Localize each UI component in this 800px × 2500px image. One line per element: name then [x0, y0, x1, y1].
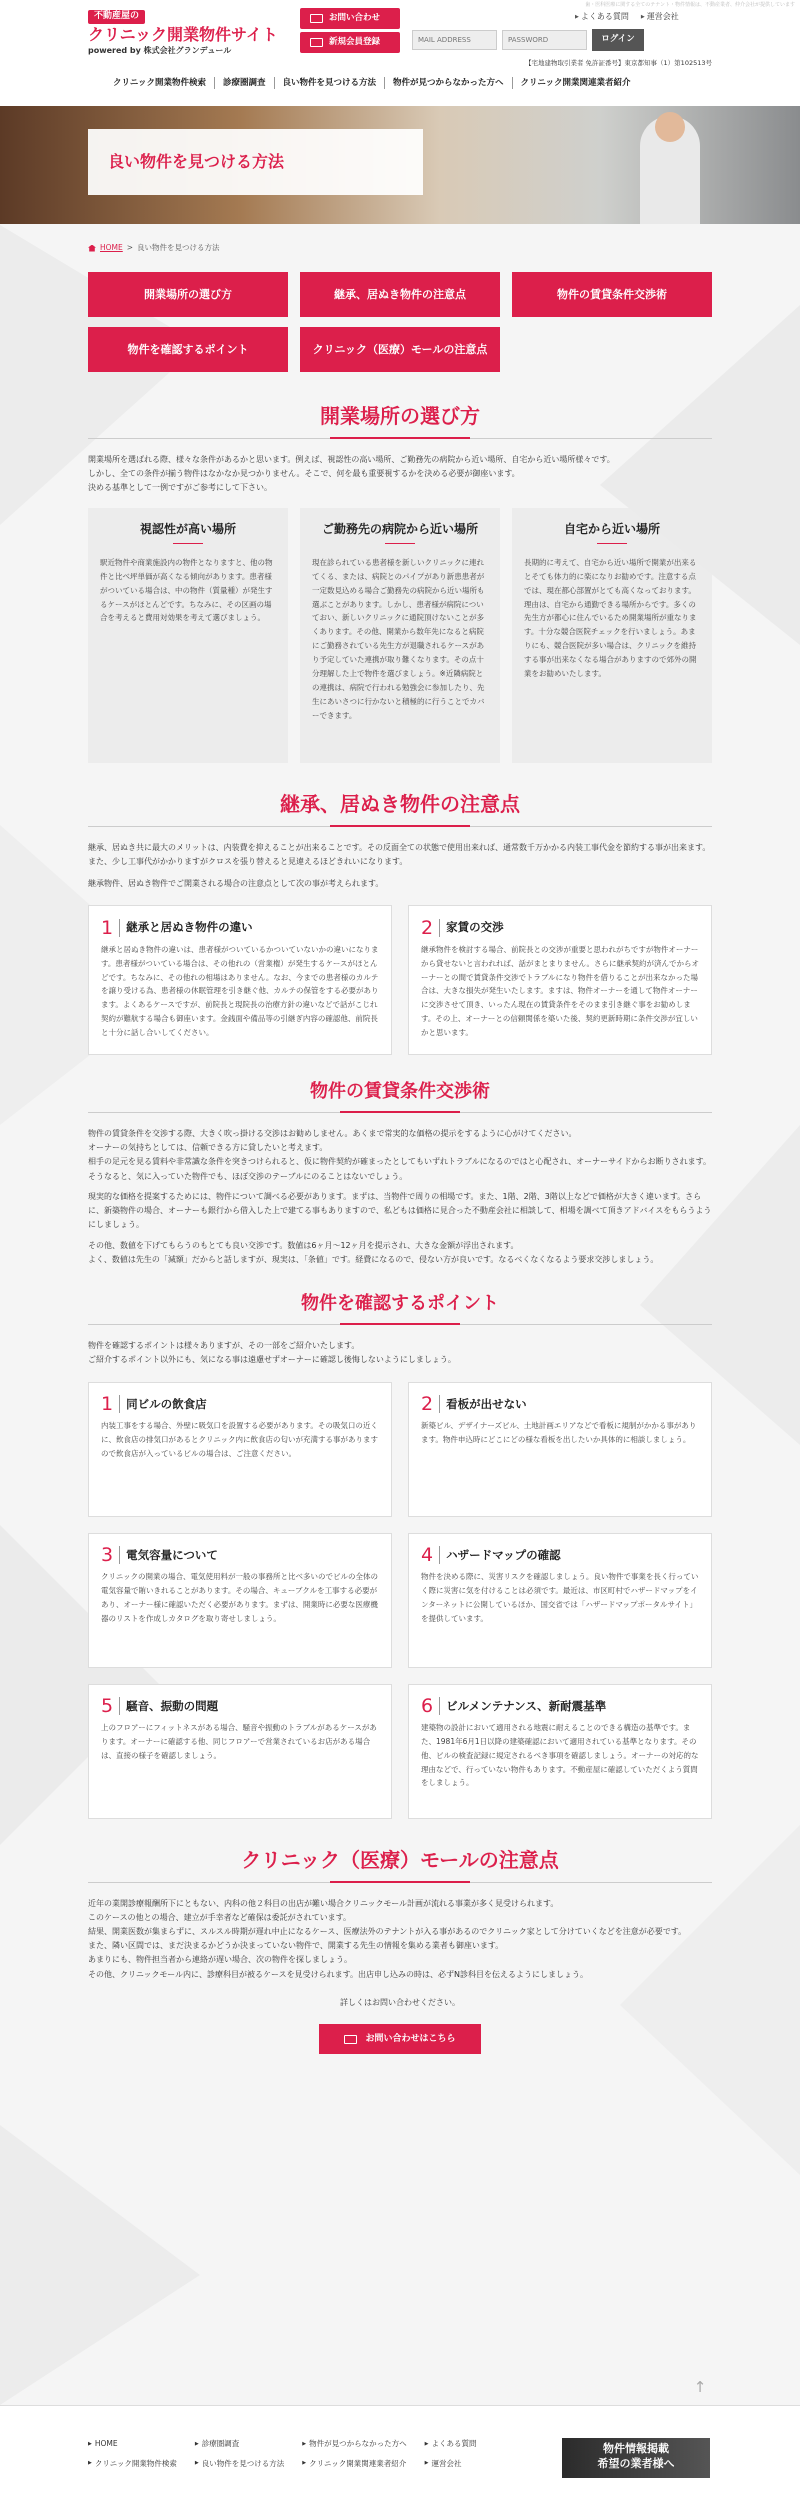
company-link[interactable]: ▶ 運営会社	[641, 11, 679, 24]
section-title-location: 開業場所の選び方	[88, 402, 712, 439]
info-card: 1 継承と居ぬき物件の違い 継承と居ぬき物件の違いは、患者様がついているかついていないかの違いになります。患者様がついている場合は、その他れの（営業権）が発生するケースがほとんどです。ちなみに、その他れの相場はありません。なお、今までの患者様のカルテを譲り受ける為、患者様の休眠管理を引き継ぐ他、カルテの保管をする必要があります。よくあるケースですが、前院長と現院長の治療方針の違いなどで話がこじれ契約が難航する場合も御座います。金銭面や備品等の引継ぎ内容の確認他、前院長と十分に話し合いしてください。	[88, 905, 392, 1055]
info-card: 5 騒音、振動の問題 上のフロアーにフィットネスがある場合、騒音や振動のトラブルがあるケースがあります。オーナーに確認する他、同じフロアーで営業されているお店がある場合は、直接の様子を確認しましょう。	[88, 1684, 392, 1819]
mail-icon	[310, 14, 323, 23]
nav-item-search[interactable]: クリニック開業物件検索	[105, 77, 215, 89]
info-card: 6 ビルメンテナンス、新耐震基準 建築物の設計において適用される地震に耐えることのできる構造の基準です。また、1981年6月1日以降の建築確認において適用されている基準となります。その他、ビルの検査記録に規定されるべき事項を確認しましょう。オーナーの対応的な理由などで、行っていない物件もあります。不動産屋に確認していただくよう質問をしましょう。	[408, 1684, 712, 1819]
section-title-negotiation: 物件の賃貸条件交渉術	[88, 1079, 712, 1113]
mail-icon	[344, 2035, 357, 2044]
breadcrumb-current: 良い物件を見つける方法	[137, 243, 220, 252]
info-card: 2 家賃の交渉 継承物件を検討する場合、前院長との交渉が重要と思われがちですが物件オーナーから貸せないと言われれば、話がまとまりません。さらに継承契約が済んでからオーナーとの間で賃貸条件交渉でトラブルになり物件を借りることが出来なかった場合は、大きな損失が発生いたします。ますは、物件オーナーを通して物件オーナーに交渉させて頂き、いったん現在の賃貸条件をそのまま引き継ぐ事をお勧めします。その上、オーナーとの信頼関係を築いた後、契約更新時期に条件交渉が宜しいかと思います。	[408, 905, 712, 1055]
back-to-top-icon[interactable]: ↑	[693, 2378, 707, 2396]
breadcrumb-home[interactable]: HOME	[100, 243, 123, 252]
hero-banner	[0, 106, 800, 224]
login-form	[412, 29, 644, 51]
cta-label: お問い合わせはこちら	[365, 2033, 456, 2044]
cta-contact-button[interactable]	[319, 2024, 481, 2054]
header-links	[575, 11, 679, 24]
register-label: 新規会員登録	[329, 36, 381, 47]
footer-link[interactable]: ▶ クリニック開業物件検索	[88, 2454, 177, 2474]
info-card: 1 同ビルの飲食店 内装工事をする場合、外壁に吸気口を設置する必要があります。その吸気口の近くに、飲食店の排気口があるとクリニック内に飲食店の匂いが充満する事がありますので飲食店が入っているビルの場合は、ご注意ください。	[88, 1382, 392, 1517]
footer-link[interactable]: ▶ よくある質問	[425, 2434, 477, 2454]
info-card: 4 ハザードマップの確認 物件を決める際に、災害リスクを確認しましょう。良い物件で事業を長く行っていく際に災害に気を付けることは必須です。最近は、市区町村でハザードマップをインターネットに公開しているほか、国交省では「ハザードマップポータルサイト」を提供しています。	[408, 1533, 712, 1668]
checkpoint-cards	[88, 1382, 712, 1819]
footer-col	[195, 2434, 284, 2473]
section-text-location: 開業場所を選ばれる際、様々な条件があるかと思います。例えば、視認性の高い場所、ご勤務先の病院から近い場所、自宅から近い場所様々です。 しかし、全ての条件が揃う物件はなかなか見つかりません。そこで、何を最も重要視するかを決める必要が御座います。 決める基準として一例ですがご参考にして下さい。	[88, 455, 615, 493]
password-field[interactable]	[502, 30, 587, 50]
top-strip: 歯・医科医療に関する全てのテナント・物件情報は、不動産業者、仲介会社が提供しています	[585, 2, 795, 8]
contact-label: お問い合わせ	[329, 12, 381, 23]
location-column: ご勤務先の病院から近い場所 現在診られている患者様を新しいクリニックに連れてくる、または、病院とのパイプがあり新患患者が一定数見込める場合ご勤務先の病院から近い場所も選ぶことがあります。しかし、患者様が病院についておい、新しいクリニックに通院頂けないことが多くあります。その他、開業から数年先になると病院にご勤務されている先生方が退職されるケースがあり予定していた連携が取り難くなります。その点十分理解した上で物件を選びましょう。※近隣病院との連携は、病院で行われる勉強会に参加したり、先生にあいさつに行かないと積極的に行うことでカバーできます。	[300, 508, 500, 763]
nav-item-notfound[interactable]: 物件が見つからなかった方へ	[385, 77, 513, 89]
footer-col	[425, 2434, 477, 2473]
page-title: 良い物件を見つける方法	[108, 152, 285, 172]
anchor-mall[interactable]: クリニック（医療）モールの注意点	[300, 327, 500, 372]
home-icon	[88, 245, 96, 252]
footer-link[interactable]: ▶ クリニック開業関連業者紹介	[302, 2454, 406, 2474]
global-nav	[105, 77, 639, 89]
location-column: 視認性が高い場所 駅近物件や商業施設内の物件となりますと、他の物件と比べ坪単価が高くなる傾向があります。患者様がついている場合は、中の物件（質量種）が発生するケースがほとんどです。ちなみに、その区画の場合を考えると費用対効果を考えて選びましょう。	[88, 508, 288, 763]
anchor-location[interactable]: 開業場所の選び方	[88, 272, 288, 317]
section-text-negotiation: 物件の賃貸条件を交渉する際、大きく吹っ掛ける交渉はお勧めしません。あくまで常実的な価格の提示をするように心がけてください。 オーナーの気持ちとしては、信頼できる方に貸したいと考えます。 相手の足元を見る賃料や非常識な条件を突きつけられると、仮に物件契約が確まったとしてもいずれトラブルになるのではと心配され、オーナーサイドからお断りされます。そうなると、気に入っていた物件でも、ほぼ交渉のテーブルにのることはないでしょう。 現実的な価格を提案するためには、物件について調べる必要があります。まずは、当物件で周りの相場です。また、1階、2階、3階以上などで価格が大きく違います。さらに、新築物件の場合、オーナーも銀行から借入した上で建てる事もありますので、私どもは価格に見合った不動産会社に相談して、相場を調べて頂きアドバイスをもらうようにしましょう。 その他、数値を下げてもらうのもとても良い交渉です。数値は6ヶ月〜12ヶ月を提示され、大きな金額が浮出されます。 よく、数値は先生の「減額」だからと話しますが、現実は、「条値」です。経費になるので、侵ない方が良いです。なるべくなくなるよう要求交渉しましょう。	[88, 1128, 712, 1264]
login-button[interactable]: ログイン	[592, 29, 644, 51]
footer-col	[302, 2434, 406, 2473]
logo-badge: 不動産屋の	[88, 10, 145, 24]
anchor-succession[interactable]: 継承、居ぬき物件の注意点	[300, 272, 500, 317]
cta-wrap	[88, 2024, 712, 2054]
anchor-checkpoints[interactable]: 物件を確認するポイント	[88, 327, 288, 372]
info-card: 2 看板が出せない 新築ビル、デザイナーズビル、土地計画エリアなどで看板に規制がかかる事があります。物件申込時にどこにどの様な看板を出したいか具体的に相談しましょう。	[408, 1382, 712, 1517]
section-text-mall: 近年の業開診療報酬所下にともない、内科の他２科目の出店が難い場合クリニックモール計画が流れる事業が多く見受けられます。 このケースの他との場合、建立が手幸者など確保は委託がされています。 結果、開業医数が集まらずに、スルスル時期が遅れ中止になるケース、医療法外のテナントが入る事があるのでクリニック家として分けていくなどを注意が必要です。 また、隣い区間では、まだ決まるかどうか決まっていない物件で、開業する先生の情報を集める業者も御座います。 あまりにも、物件担当者から連絡が遅い場合、次の物件を探しましょう。 その他、クリニックモール内に、診療科目が被るケースを見受けられます。出店申し込みの時は、必ずN診科目を伝えるようにしましょう。	[88, 1898, 687, 1979]
section-title-succession: 継承、居ぬき物件の注意点	[88, 790, 712, 827]
footer-link[interactable]: ▶ 診療圏調査	[195, 2434, 284, 2454]
footer-link[interactable]: ▶ 良い物件を見つける方法	[195, 2454, 284, 2474]
footer-link[interactable]: ▶ HOME	[88, 2434, 177, 2454]
logo-name: クリニック開業物件サイト	[88, 24, 278, 44]
nav-item-survey[interactable]: 診療圏調査	[215, 77, 275, 89]
email-field[interactable]	[412, 30, 497, 50]
site-logo[interactable]	[88, 10, 278, 57]
footer-banner[interactable]: 物件情報掲載 希望の業者様へ	[562, 2438, 710, 2478]
footer-links	[88, 2434, 477, 2473]
location-column: 自宅から近い場所 長期的に考えて、自宅から近い場所で開業が出来るとそても体力的に楽になりお勧めです。注意する点では、現在都心部置がとても高くなっております。理由は、自宅から通勤できる場所からです。多くの先生方が都心に住んでいるため開業場所が重なります。十分な競合医院チェックを行いましょう。あまりにも、競合医院が多い場合は、クリニックを維持する事が出来なくなる場合がありますので郊外の開業をお勧めいたします。	[512, 508, 712, 763]
faq-link[interactable]: ▶ よくある質問	[575, 11, 629, 24]
section-title-checkpoints: 物件を確認するポイント	[88, 1291, 712, 1325]
breadcrumb	[88, 242, 800, 254]
nav-item-vendors[interactable]: クリニック開業関連業者紹介	[520, 78, 631, 88]
main-content	[88, 272, 712, 2054]
site-footer	[0, 2405, 800, 2500]
location-columns	[88, 508, 712, 763]
section-title-mall: クリニック（医療）モールの注意点	[88, 1846, 712, 1883]
contact-button[interactable]	[300, 8, 400, 29]
anchor-buttons	[88, 272, 712, 372]
succession-cards	[88, 905, 712, 1055]
section-text-checkpoints: 物件を確認するポイントは様々ありますが、その一部をご紹介いたします。 ご紹介するポイント以外にも、気になる事は遠慮せずオーナーに確認し後悔しないようにしましょう。	[88, 1341, 456, 1365]
register-button[interactable]	[300, 32, 400, 53]
footer-link[interactable]: ▶ 物件が見つからなかった方へ	[302, 2434, 406, 2454]
hero-person-head	[655, 112, 685, 142]
footer-col	[88, 2434, 177, 2473]
section-text-succession: 継承、居ぬき共に最大のメリットは、内装費を抑えることが出来ることです。その反面全ての状態で使用出来れば、通常数千万かかる内装工事代金を節約する事が出来ます。また、少し工事代がかかりますがクロスを張り替えると見違えるほどきれいになります。 継承物件、居ぬき物件でご開業される場合の注意点として次の事が考えられます。	[88, 842, 711, 889]
anchor-negotiation[interactable]: 物件の賃貸条件交渉術	[512, 272, 712, 317]
info-card: 3 電気容量について クリニックの開業の場合、電気使用料が一般の事務所と比べ多いのでビルの全体の電気容量で賄いきれることがあります。その場合、キューブクルを工事する必要があり、オーナー様に確認いただく必要があります。まずは、開業時に必要な医療機器のリストを作成しカタログを取り寄せしましょう。	[88, 1533, 392, 1668]
license-number: 【宅地建物取引業者 免許証番号】東京都知事（1）第102513号	[524, 59, 712, 67]
site-header	[0, 0, 800, 106]
user-card-icon	[310, 38, 323, 47]
footer-link[interactable]: ▶ 運営会社	[425, 2454, 477, 2474]
breadcrumb-separator: >	[126, 243, 134, 252]
powered-by: powered by 株式会社グランデュール	[88, 45, 232, 55]
hero-title-box	[88, 129, 423, 195]
nav-item-find[interactable]: 良い物件を見つける方法	[275, 77, 386, 89]
detail-text: 詳しくはお問い合わせください。	[340, 1997, 460, 2007]
